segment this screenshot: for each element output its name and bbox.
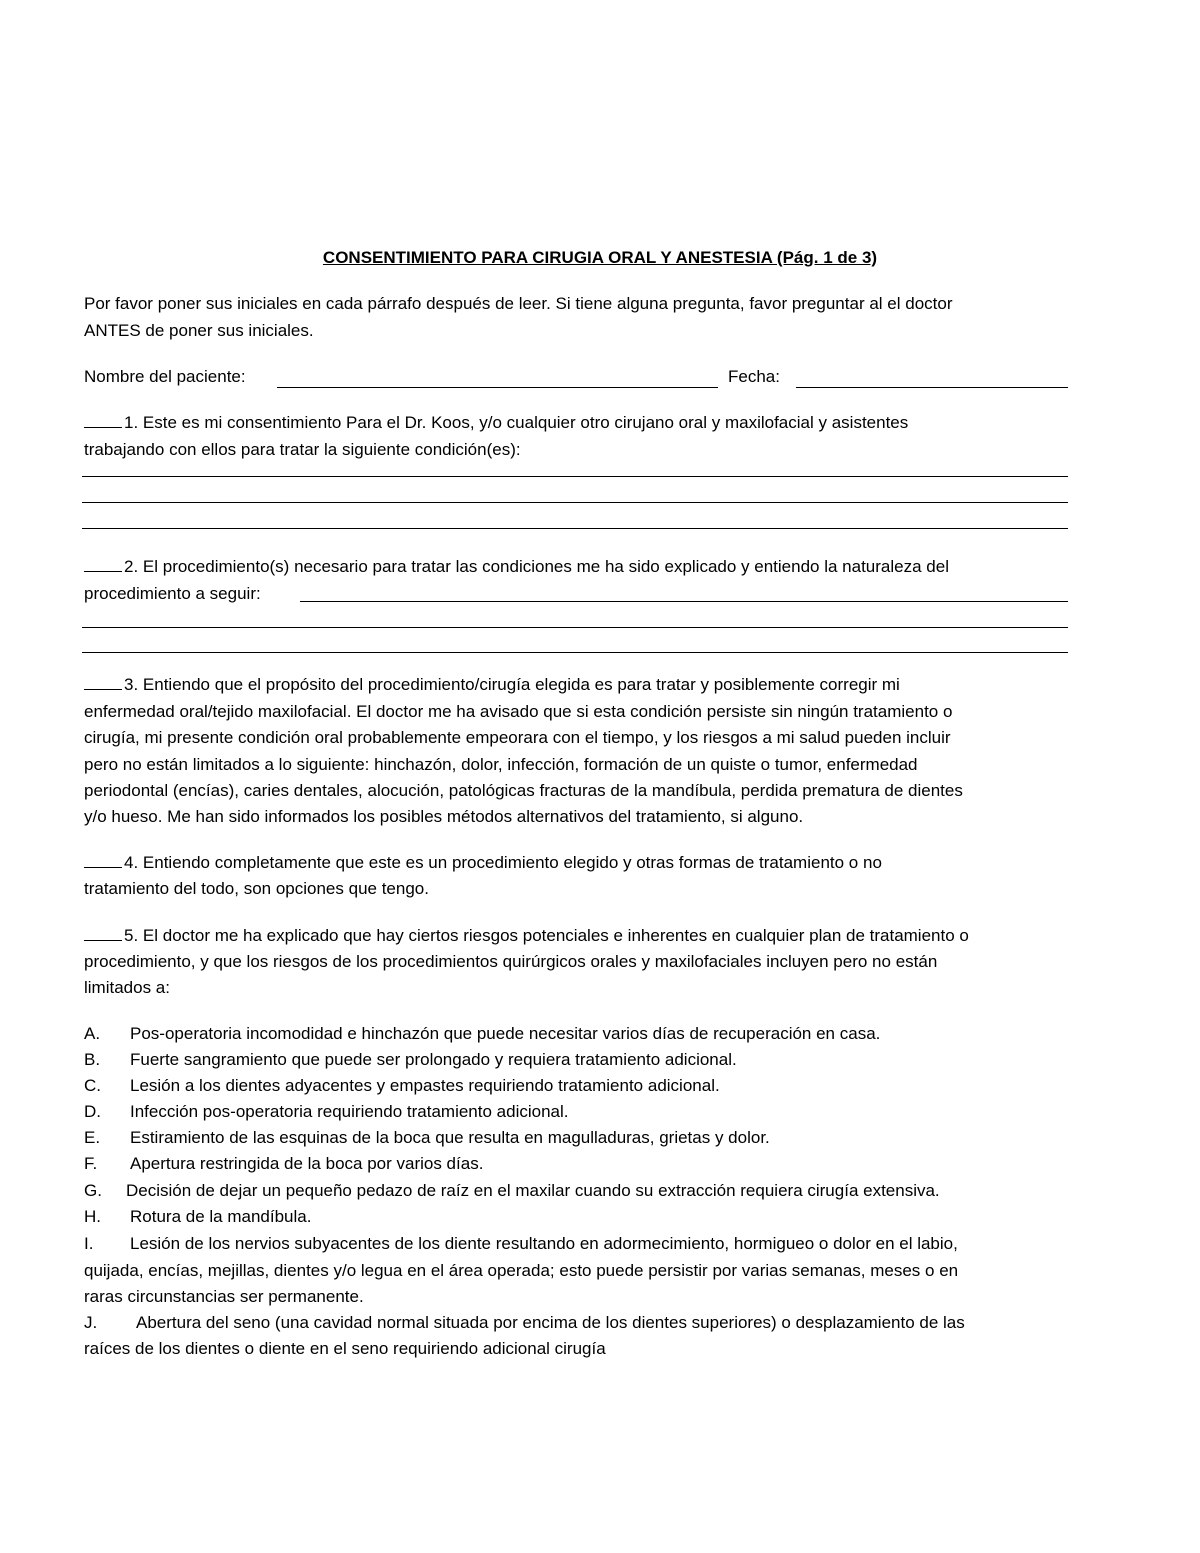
risk-item-i: I. Lesión de los nervios subyacentes de los diente resultando en adormecimiento, hormigueo o dolor en el labio, [84, 1234, 958, 1253]
paragraph-3-text-3: cirugía, mi presente condición oral probablemente empeorara con el tiempo, y los riesgos a mi salud pueden incluir [84, 728, 951, 747]
condition-line-2[interactable] [82, 502, 1068, 503]
initials-field-1[interactable] [84, 426, 122, 428]
risk-item-d: D. Infección pos-operatoria requiriendo tratamiento adicional. [84, 1102, 569, 1121]
condition-line-3[interactable] [82, 528, 1068, 529]
paragraph-3-text-2: enfermedad oral/tejido maxilofacial. El doctor me ha avisado que si esta condición persiste sin ningún tratamiento o [84, 702, 953, 721]
condition-line-1[interactable] [82, 476, 1068, 477]
risk-item-a: A. Pos-operatoria incomodidad e hinchazón que puede necesitar varios días de recuperación en casa. [84, 1024, 881, 1043]
risk-item-e: E. Estiramiento de las esquinas de la boca que resulta en magulladuras, grietas y dolor. [84, 1128, 770, 1147]
date-label: Fecha: [728, 367, 780, 386]
paragraph-3-text-1: 3. Entiendo que el propósito del procedimiento/cirugía elegida es para tratar y posiblemente corregir mi [124, 675, 900, 694]
procedure-line-1[interactable] [300, 601, 1068, 602]
intro-line-1: Por favor poner sus iniciales en cada párrafo después de leer. Si tiene alguna pregunta, favor preguntar al el doctor [84, 294, 953, 313]
risk-item-i-cont-2: raras circunstancias ser permanente. [84, 1287, 364, 1306]
paragraph-3-text-6: y/o hueso. Me han sido informados los posibles métodos alternativos del tratamiento, si alguno. [84, 807, 804, 826]
paragraph-4-text-2: tratamiento del todo, son opciones que tengo. [84, 879, 429, 898]
intro-line-2: ANTES de poner sus iniciales. [84, 321, 314, 340]
risk-item-j-cont: raíces de los dientes o diente en el seno requiriendo adicional cirugía [84, 1339, 606, 1358]
risk-item-b: B. Fuerte sangramiento que puede ser prolongado y requiera tratamiento adicional. [84, 1050, 737, 1069]
paragraph-1-line-1 [84, 410, 908, 436]
risk-item-g: G. Decisión de dejar un pequeño pedazo de raíz en el maxilar cuando su extracción requiera cirugía extensiva. [84, 1181, 940, 1200]
paragraph-5-text-2: procedimiento, y que los riesgos de los procedimientos quirúrgicos orales y maxilofaciales incluyen pero no están [84, 952, 938, 971]
paragraph-1-text-1: 1. Este es mi consentimiento Para el Dr. Koos, y/o cualquier otro cirujano oral y maxilofacial y asistentes [124, 413, 909, 432]
initials-field-2[interactable] [84, 570, 122, 572]
patient-name-label: Nombre del paciente: [84, 367, 246, 386]
paragraph-5-text-3: limitados a: [84, 978, 170, 997]
paragraph-3-line-1 [84, 672, 900, 698]
patient-name-field[interactable] [277, 387, 718, 388]
procedure-line-3[interactable] [82, 652, 1068, 653]
risk-item-i-cont-1: quijada, encías, mejillas, dientes y/o legua en el área operada; esto puede persistir por varias semanas, meses o en [84, 1261, 959, 1280]
paragraph-2-text-1: 2. El procedimiento(s) necesario para tratar las condiciones me ha sido explicado y entiendo la naturaleza del [124, 557, 949, 576]
paragraph-5-text-1: 5. El doctor me ha explicado que hay ciertos riesgos potenciales e inherentes en cualquier plan de tratamiento o [124, 926, 969, 945]
risk-item-h: H. Rotura de la mandíbula. [84, 1207, 312, 1226]
paragraph-5-line-1 [84, 923, 969, 949]
risk-item-f: F. Apertura restringida de la boca por varios días. [84, 1154, 484, 1173]
initials-field-5[interactable] [84, 939, 122, 941]
paragraph-2-line-1 [84, 554, 949, 580]
date-field[interactable] [796, 387, 1068, 388]
paragraph-3-text-5: periodontal (encías), caries dentales, alocución, patológicas fracturas de la mandíbula, perdida prematura de dientes [84, 781, 963, 800]
paragraph-1-text-2: trabajando con ellos para tratar la siguiente condición(es): [84, 440, 521, 459]
paragraph-4-line-1 [84, 850, 882, 876]
risk-item-c: C. Lesión a los dientes adyacentes y empastes requiriendo tratamiento adicional. [84, 1076, 720, 1095]
paragraph-4-text-1: 4. Entiendo completamente que este es un procedimiento elegido y otras formas de tratamiento o no [124, 853, 882, 872]
paragraph-3-text-4: pero no están limitados a lo siguiente: hinchazón, dolor, infección, formación de un quiste o tumor, enfermedad [84, 755, 918, 774]
initials-field-3[interactable] [84, 688, 122, 690]
procedure-line-2[interactable] [82, 627, 1068, 628]
paragraph-2-text-2: procedimiento a seguir: [84, 584, 261, 603]
risk-item-j: J. Abertura del seno (una cavidad normal situada por encima de los dientes superiores) o desplazamiento de las [84, 1313, 965, 1332]
initials-field-4[interactable] [84, 866, 122, 868]
page-title: CONSENTIMIENTO PARA CIRUGIA ORAL Y ANESTESIA (Pág. 1 de 3) [322, 248, 878, 267]
